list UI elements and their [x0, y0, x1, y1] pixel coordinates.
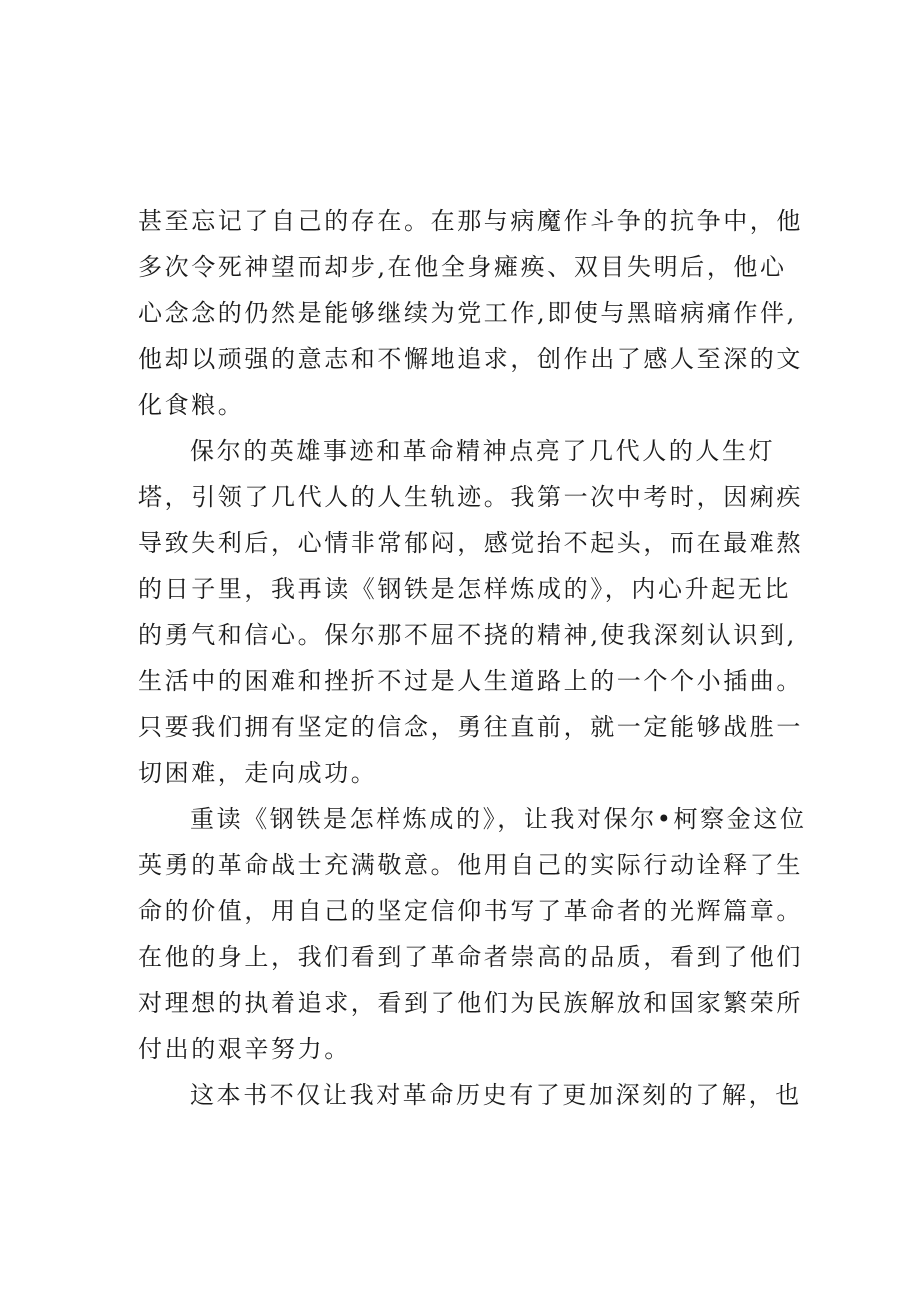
text-line: 英勇的革命战士充满敬意。他用自己的实际行动诠释了生 — [138, 851, 803, 879]
text-line: 甚至忘记了自己的存在。在那与病魔作斗争的抗争中，他 — [138, 207, 803, 235]
paragraph — [138, 428, 828, 796]
paragraph — [138, 1072, 828, 1118]
text-line: 切困难，走向成功。 — [138, 759, 378, 787]
text-line: 保尔的英雄事迹和革命精神点亮了几代人的人生灯 — [190, 437, 776, 465]
text-line: 在他的身上，我们看到了革命者崇高的品质，看到了他们 — [138, 943, 803, 971]
text-line: 只要我们拥有坚定的信念，勇往直前，就一定能够战胜一 — [138, 713, 803, 741]
text-line: 心念念的仍然是能够继续为党工作,即使与黑暗病痛作伴, — [138, 299, 797, 327]
text-line: 塔，引领了几代人的人生轨迹。我第一次中考时，因痢疾 — [138, 483, 803, 511]
text-line: 他却以顽强的意志和不懈地追求，创作出了感人至深的文 — [138, 345, 803, 373]
text-line: 化食粮。 — [138, 391, 245, 419]
text-line: 的勇气和信心。保尔那不屈不挠的精神,使我深刻认识到, — [138, 621, 797, 649]
text-line: 付出的艰辛努力。 — [138, 1035, 351, 1063]
text-line: 导致失利后，心情非常郁闷，感觉抬不起头，而在最难熬 — [138, 529, 803, 557]
paragraph — [138, 796, 828, 1072]
text-line: 多次令死神望而却步,在他全身瘫痪、双目失明后，他心 — [138, 253, 787, 281]
text-line: 重读《钢铁是怎样炼成的》，让我对保尔•柯察金这位 — [190, 805, 807, 833]
document-body — [138, 198, 828, 1118]
text-line: 的日子里，我再读《钢铁是怎样炼成的》，内心升起无比 — [138, 575, 791, 603]
text-line: 生活中的困难和挫折不过是人生道路上的一个个小插曲。 — [138, 667, 803, 695]
text-line: 命的价值，用自己的坚定信仰书写了革命者的光辉篇章。 — [138, 897, 803, 925]
paragraph — [138, 198, 828, 428]
text-line: 这本书不仅让我对革命历史有了更加深刻的了解，也 — [190, 1081, 802, 1109]
text-line: 对理想的执着追求，看到了他们为民族解放和国家繁荣所 — [138, 989, 803, 1017]
